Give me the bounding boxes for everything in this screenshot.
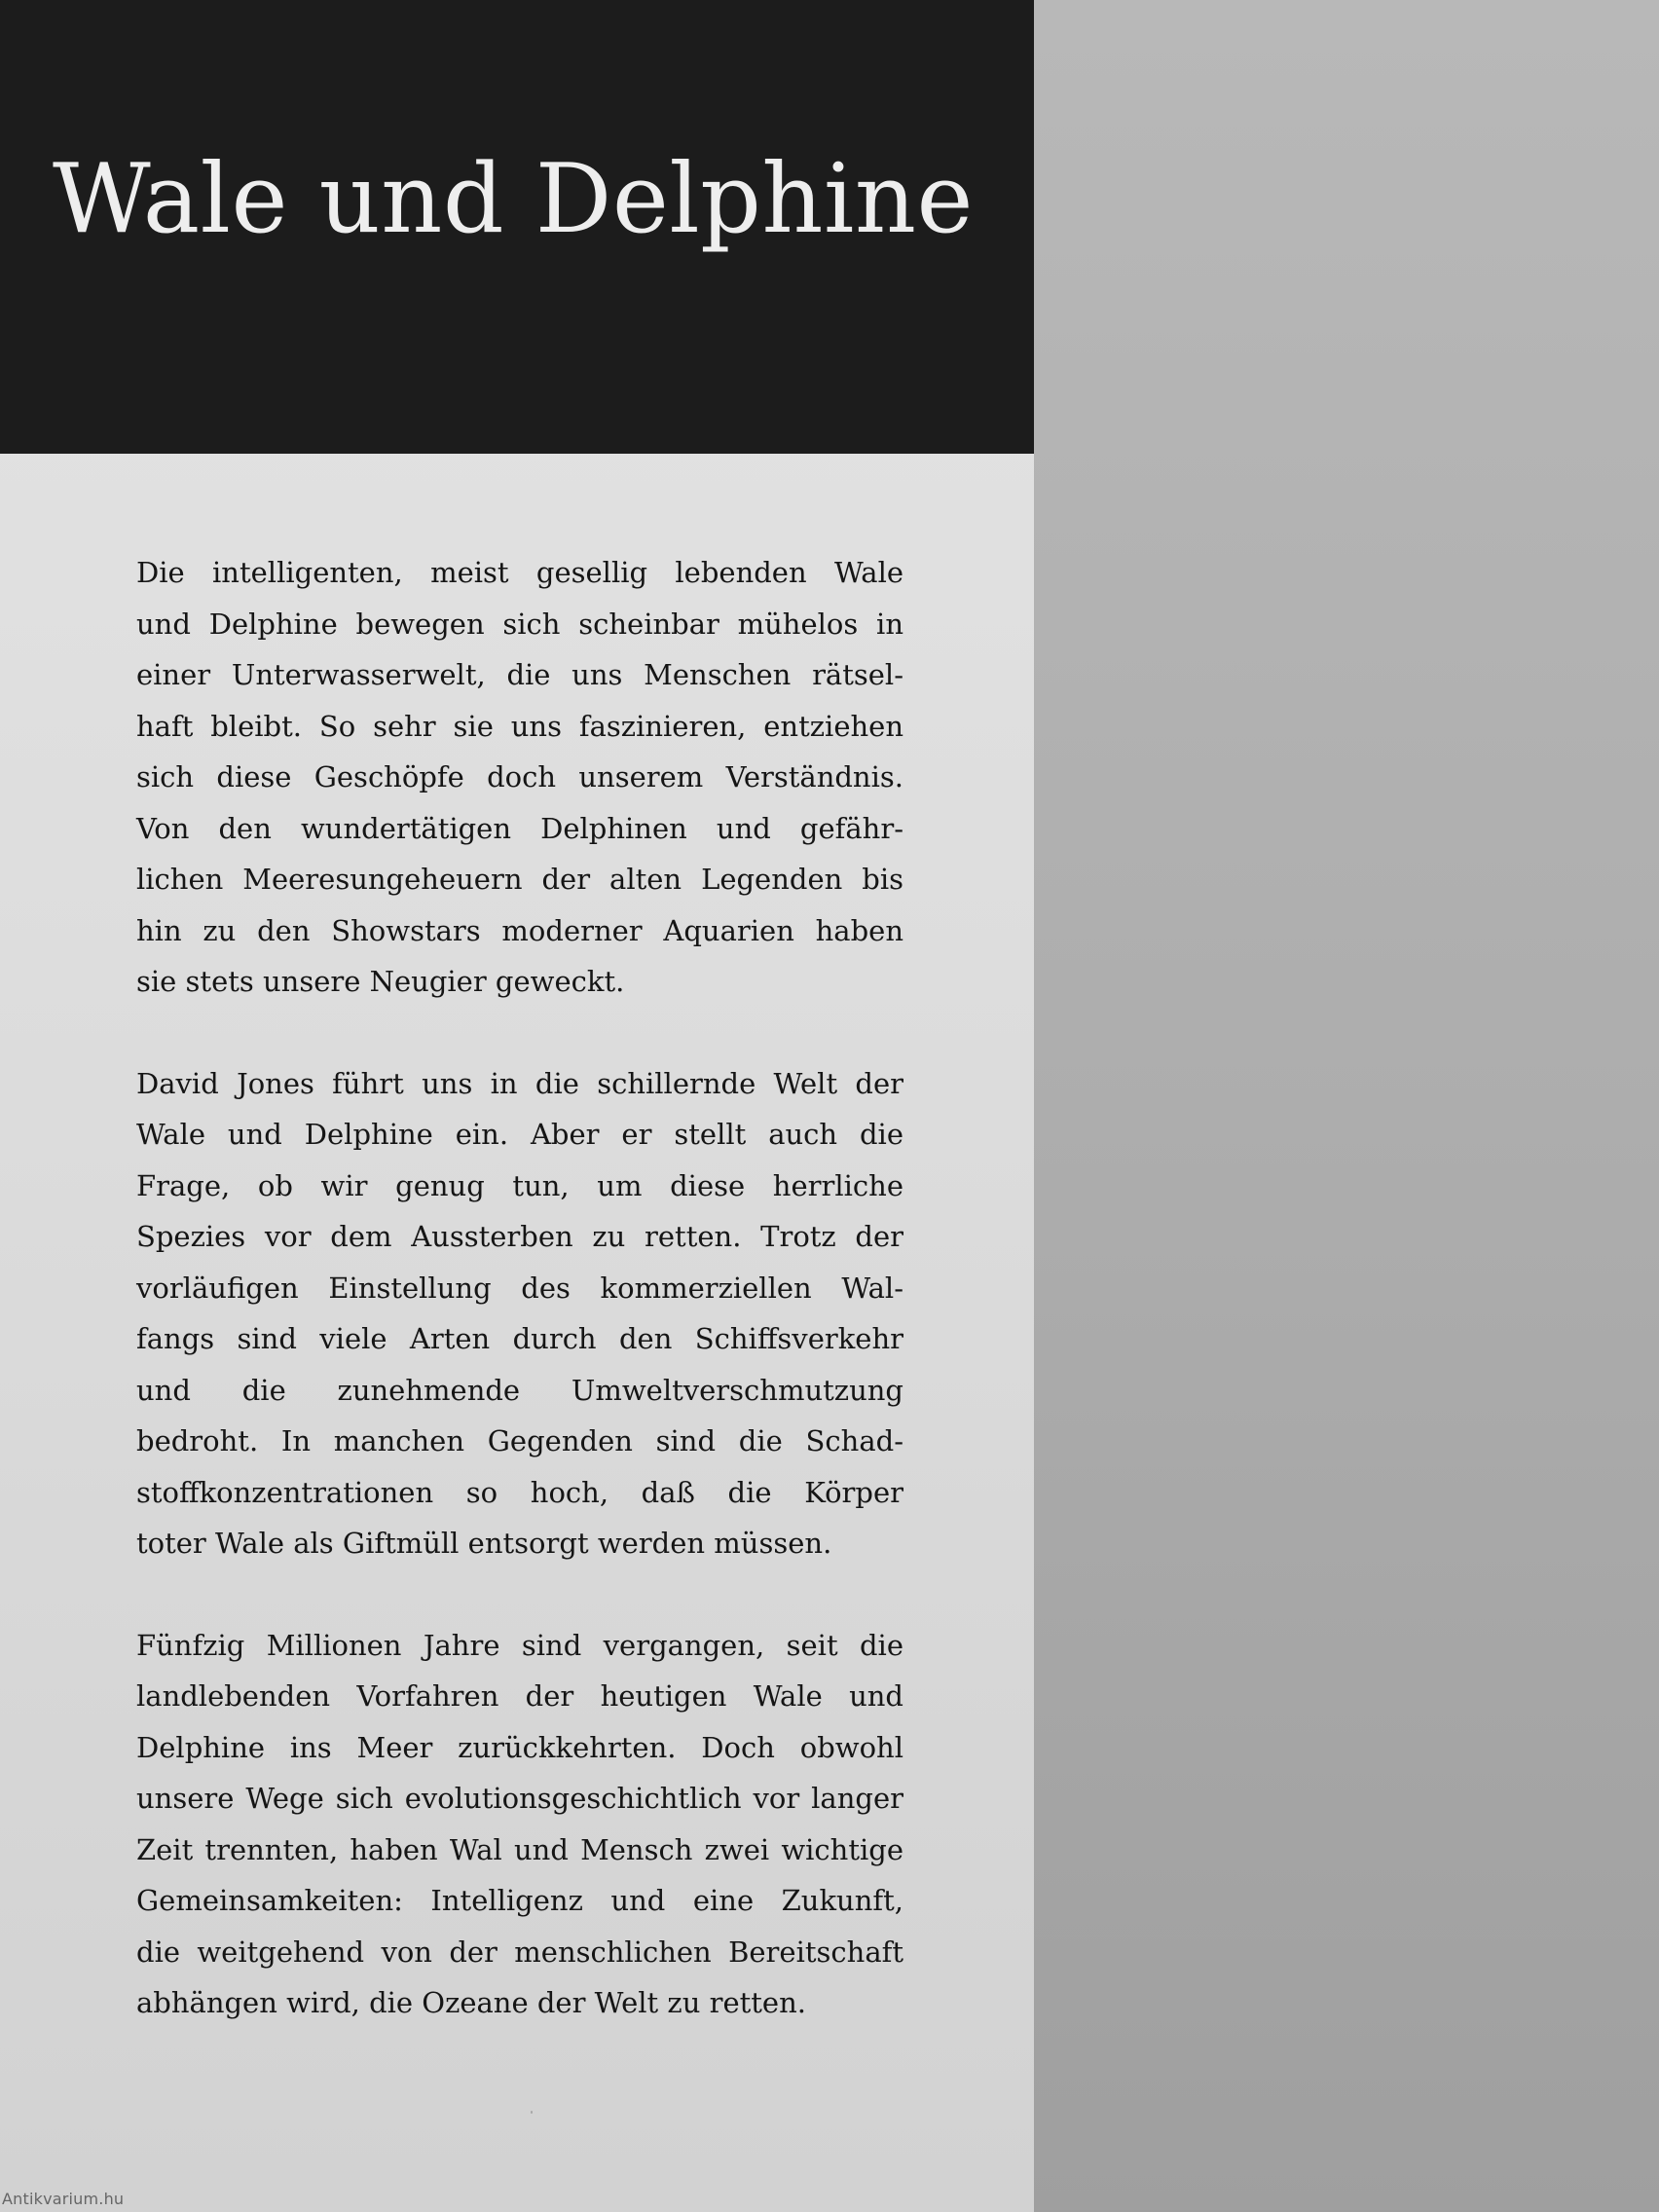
text-line: und die zunehmende Umweltverschmutzung: [136, 1373, 903, 1407]
text-line: haft bleibt. So sehr sie uns faszinieren, entziehen: [136, 709, 903, 743]
text-line: vorläufigen Einstellung des kommerziellen Wal-: [136, 1271, 903, 1305]
text-line: Spezies vor dem Aussterben zu retten. Trotz der: [136, 1220, 903, 1253]
text-line: Wale und Delphine ein. Aber er stellt auch die: [136, 1118, 903, 1151]
text-line: Von den wundertätigen Delphinen und gefähr-: [136, 811, 903, 845]
text-line: stoffkonzentrationen so hoch, daß die Körper: [136, 1475, 903, 1509]
paragraph-1: [136, 547, 903, 1008]
text-line: bedroht. In manchen Gegenden sind die Schad-: [136, 1424, 903, 1457]
watermark-text: Antikvarium.hu: [2, 2190, 125, 2208]
page-title: Wale und Delphine: [53, 144, 974, 255]
text-line: Fünfzig Millionen Jahre sind vergangen, seit die: [136, 1628, 903, 1662]
text-line: sie stets unsere Neugier geweckt.: [136, 965, 625, 998]
paragraph-2: [136, 1058, 903, 1569]
body-text: [136, 547, 903, 2029]
text-line: einer Unterwasserwelt, die uns Menschen rätsel-: [136, 658, 903, 691]
text-line: toter Wale als Giftmüll entsorgt werden müssen.: [136, 1527, 832, 1560]
text-line: und Delphine bewegen sich scheinbar mühelos in: [136, 607, 903, 641]
text-line: hin zu den Showstars moderner Aquarien haben: [136, 913, 903, 947]
text-line: lichen Meeresungeheuern der alten Legenden bis: [136, 863, 903, 896]
adjacent-page-panel: [1034, 0, 1659, 2212]
paper-speck: [531, 2111, 533, 2114]
text-line: die weitgehend von der menschlichen Bereitschaft: [136, 1935, 903, 1969]
text-line: Frage, ob wir genug tun, um diese herrliche: [136, 1168, 903, 1202]
text-line: abhängen wird, die Ozeane der Welt zu retten.: [136, 1986, 806, 2019]
paragraph-3: [136, 1620, 903, 2029]
text-line: fangs sind viele Arten durch den Schiffsverkehr: [136, 1322, 903, 1355]
header-band: [0, 0, 1034, 454]
text-line: unsere Wege sich evolutionsgeschichtlich vor langer: [136, 1782, 903, 1815]
text-line: Delphine ins Meer zurückkehrten. Doch obwohl: [136, 1730, 903, 1764]
text-line: Die intelligenten, meist gesellig lebenden Wale: [136, 556, 903, 589]
text-line: sich diese Geschöpfe doch unserem Verständnis.: [136, 760, 903, 793]
text-line: Gemeinsamkeiten: Intelligenz und eine Zukunft,: [136, 1884, 903, 1917]
text-line: Zeit trennten, haben Wal und Mensch zwei wichtige: [136, 1832, 903, 1866]
text-line: landlebenden Vorfahren der heutigen Wale und: [136, 1679, 903, 1713]
text-line: David Jones führt uns in die schillernde Welt der: [136, 1066, 903, 1100]
